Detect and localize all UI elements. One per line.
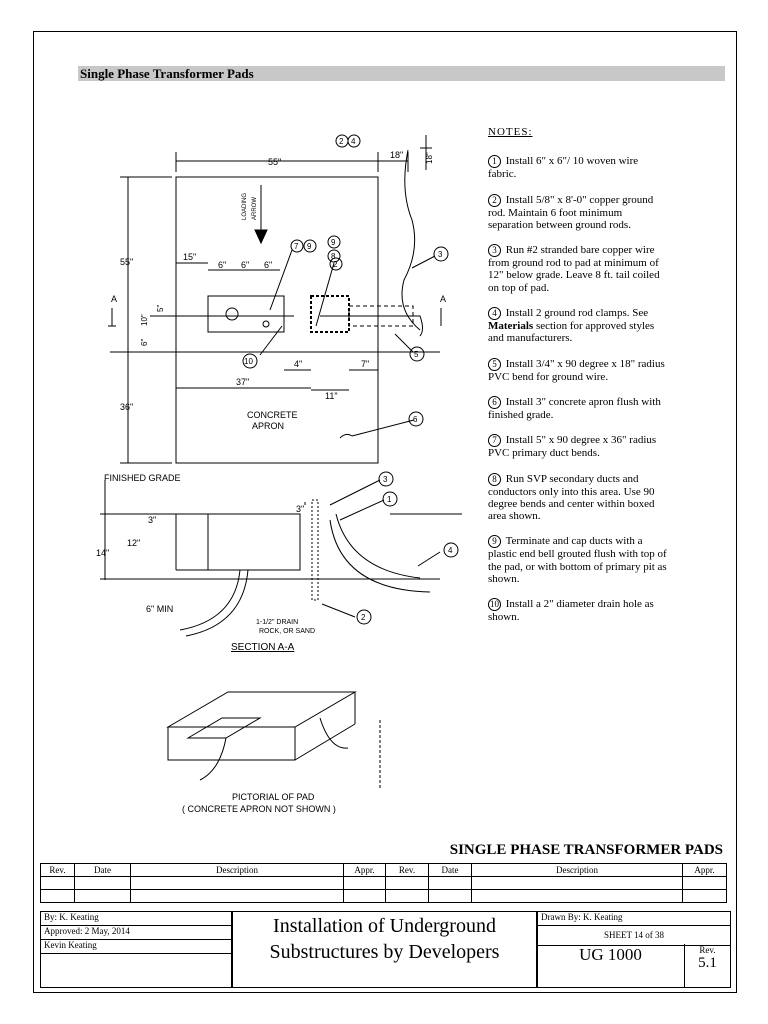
concrete-label-1: CONCRETE [247, 410, 298, 420]
note-7: 7 Install 5" x 90 degree x 36" radius PVC primary duct bends. [488, 434, 657, 460]
dim-37: 37" [236, 377, 250, 387]
note-3: 3 Run #2 stranded bare copper wire from ground rod to pad at minimum of 12" below grade. Leave 8 ft. tail coiled on top of pad. [488, 244, 660, 294]
note-8: 8 Run SVP secondary ducts and conductors only into this area. Use 90 degree bends and center within boxed area shown. [488, 472, 655, 523]
callout-9b: 9 [331, 238, 336, 247]
dim-11: 11" [325, 391, 338, 401]
callout-4-section: 4 [448, 546, 453, 555]
note-6: 6 Install 3" concrete apron flush with finished grade. [488, 395, 661, 421]
callout-2-top: 2 [339, 137, 344, 146]
concrete-label-2: APRON [252, 421, 285, 431]
callout-10: 10 [244, 357, 253, 366]
document-title: Installation of Underground Substructures by Developers [269, 915, 500, 963]
date-header: Date [75, 864, 131, 877]
callout-3-plan: 3 [438, 250, 443, 259]
section-title: SECTION A-A [231, 642, 295, 653]
note-9: 9 Terminate and cap ducts with a plastic end bell grouted flush with top of the pad, or with bottom of primary pit as shown. [488, 535, 667, 586]
dim-4: 4" [294, 359, 303, 369]
secondary-duct-area [311, 296, 349, 332]
callout-5: 5 [414, 350, 419, 359]
dim-6c: 6" [264, 260, 273, 270]
callout-9: 9 [307, 242, 312, 251]
callout-8: 8 [331, 252, 336, 261]
sheet-title: SINGLE PHASE TRANSFORMER PADS [449, 842, 723, 858]
sheet-number: SHEET 14 of 38 [538, 926, 730, 946]
drain-label-2: ROCK, OR SAND [259, 628, 316, 635]
note-4: 4 Install 2 ground rod clamps. See Materials section for approved styles and manufacturers. [488, 307, 655, 345]
loading-arrow-label-2: ARROW [252, 197, 258, 220]
rev-header-2: Rev. [386, 864, 429, 877]
date-header-2: Date [429, 864, 472, 877]
pictorial-title-2: ( CONCRETE APRON NOT SHOWN ) [182, 804, 336, 814]
dim-18-vert: 18" [425, 152, 434, 164]
dim-6-vert: 6" [140, 338, 149, 346]
approved-field: Approved: 2 May, 2014 [41, 926, 231, 940]
callout-6: 6 [413, 415, 418, 424]
dim-14: 14" [96, 548, 110, 558]
dim-55-top: 55" [268, 157, 282, 167]
dim-36: 36" [120, 402, 134, 412]
notes-panel [488, 126, 668, 637]
callout-1: 1 [387, 495, 392, 504]
dim-3-right: 3" [296, 504, 305, 514]
dim-7: 7" [361, 359, 370, 369]
dim-10: 10" [140, 314, 149, 326]
note-5: 5 Install 3/4" x 90 degree x 18" radius PVC bend for ground wire. [488, 357, 665, 383]
section-mark-right: A [440, 294, 447, 304]
note-2: 2 Install 5/8" x 8'-0" copper ground rod. Maintain 6 foot minimum separation between ground rods. [488, 193, 654, 231]
appr-header: Appr. [344, 864, 386, 877]
drawn-by-field: Drawn By: K. Keating [538, 912, 730, 926]
description-header: Description [131, 864, 344, 877]
notes-title: NOTES: [488, 126, 533, 138]
revision-table [40, 863, 727, 903]
section-mark-left: A [111, 294, 118, 304]
dim-6a: 6" [218, 260, 227, 270]
dim-6-min: 6" MIN [146, 604, 174, 614]
dim-15: 15" [183, 252, 197, 262]
dim-6b: 6" [241, 260, 250, 270]
callout-7: 7 [294, 242, 299, 251]
dim-3: 3" [148, 515, 157, 525]
callout-2-section: 2 [361, 613, 366, 622]
loading-arrow-label-1: LOADING [242, 192, 248, 220]
title-block-left [40, 911, 232, 988]
dim-55-left: 55" [120, 257, 134, 267]
primary-duct-area [208, 296, 284, 332]
pictorial-title-1: PICTORIAL OF PAD [232, 792, 315, 802]
dim-5: 5" [156, 304, 165, 312]
callout-2-plan: 2 [333, 260, 338, 269]
finished-grade-label: FINISHED GRADE [104, 473, 181, 483]
callout-3-section: 3 [383, 475, 388, 484]
by-field: By: K. Keating [41, 912, 231, 926]
rev-header: Rev. [41, 864, 75, 877]
drain-label-1: 1-1/2" DRAIN [256, 619, 299, 626]
dim-12: 12" [127, 538, 141, 548]
dim-18: 18" [390, 150, 404, 160]
owner-field: Kevin Keating [41, 940, 231, 954]
revision-value: Rev. 5.1 [698, 945, 717, 971]
appr-header-2: Appr. [683, 864, 727, 877]
callout-4-top: 4 [351, 137, 356, 146]
section-header: Single Phase Transformer Pads [78, 66, 725, 81]
note-10: 10 Install a 2" diameter drain hole as shown. [488, 598, 654, 624]
document-number: UG 1000 [579, 945, 642, 964]
description-header-2: Description [472, 864, 683, 877]
note-1: 1 Install 6" x 6"/ 10 woven wire fabric. [488, 155, 639, 181]
